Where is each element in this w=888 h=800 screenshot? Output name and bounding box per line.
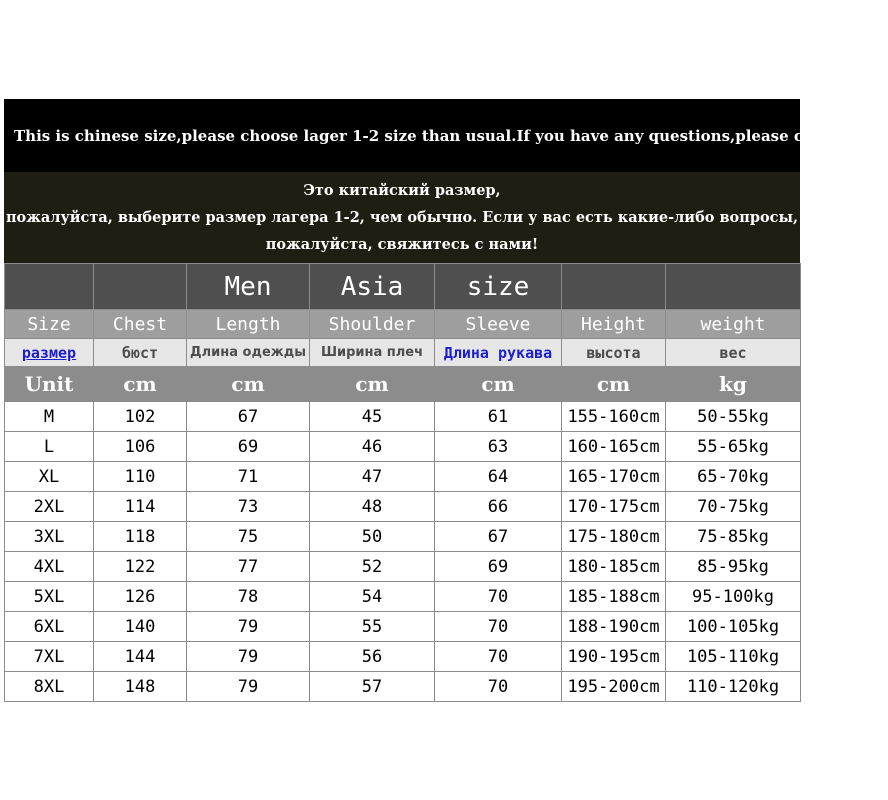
cell-sleeve: 69 (435, 552, 562, 582)
cell-length: 69 (187, 432, 310, 462)
cell-length: 71 (187, 462, 310, 492)
cell-length: 79 (187, 672, 310, 702)
cell-weight: 65-70kg (666, 462, 801, 492)
cell-shoulder: 56 (310, 642, 435, 672)
cell-shoulder: 54 (310, 582, 435, 612)
cell-weight: 95-100kg (666, 582, 801, 612)
cell-shoulder: 45 (310, 402, 435, 432)
unit-label: Unit (5, 367, 94, 402)
cell-height: 190-195cm (562, 642, 666, 672)
cell-sleeve: 64 (435, 462, 562, 492)
english-notice-text: This is chinese size,please choose lager 1-2 size than usual.If you have any questions,please contact us! (14, 126, 888, 145)
table-row (5, 552, 801, 582)
cell-height: 160-165cm (562, 432, 666, 462)
table-row (5, 402, 801, 432)
header-size: Size (5, 310, 94, 339)
cell-length: 73 (187, 492, 310, 522)
header-ru-weight: вес (666, 339, 801, 367)
cell-shoulder: 48 (310, 492, 435, 522)
title-cell-empty (666, 264, 801, 310)
unit-row (5, 367, 801, 402)
cell-height: 155-160cm (562, 402, 666, 432)
cell-weight: 110-120kg (666, 672, 801, 702)
russian-notice-banner (4, 172, 800, 263)
table-row (5, 492, 801, 522)
cell-weight: 55-65kg (666, 432, 801, 462)
header-ru-shoulder: Ширина плеч (310, 339, 435, 367)
table-row (5, 522, 801, 552)
header-ru-size: размер (5, 339, 94, 367)
cell-length: 78 (187, 582, 310, 612)
unit-chest: cm (94, 367, 187, 402)
title-word-asia: Asia (310, 264, 435, 310)
cell-sleeve: 70 (435, 582, 562, 612)
cell-height: 195-200cm (562, 672, 666, 702)
unit-sleeve: cm (435, 367, 562, 402)
cell-weight: 100-105kg (666, 612, 801, 642)
cell-height: 185-188cm (562, 582, 666, 612)
cell-sleeve: 70 (435, 672, 562, 702)
cell-chest: 110 (94, 462, 187, 492)
header-row-russian (5, 339, 801, 367)
cell-length: 79 (187, 642, 310, 672)
header-sleeve: Sleeve (435, 310, 562, 339)
cell-shoulder: 55 (310, 612, 435, 642)
cell-chest: 140 (94, 612, 187, 642)
header-ru-chest: бюст (94, 339, 187, 367)
cell-chest: 118 (94, 522, 187, 552)
cell-sleeve: 61 (435, 402, 562, 432)
unit-weight: kg (666, 367, 801, 402)
table-row (5, 672, 801, 702)
header-weight: weight (666, 310, 801, 339)
cell-chest: 126 (94, 582, 187, 612)
table-row (5, 462, 801, 492)
cell-height: 170-175cm (562, 492, 666, 522)
cell-chest: 148 (94, 672, 187, 702)
table-row (5, 582, 801, 612)
russian-notice-line: пожалуйста, выберите размер лагера 1-2, чем обычно. Если у вас есть какие-либо вопросы, (5, 209, 799, 226)
cell-size: 3XL (5, 522, 94, 552)
cell-height: 165-170cm (562, 462, 666, 492)
unit-length: cm (187, 367, 310, 402)
cell-weight: 85-95kg (666, 552, 801, 582)
cell-height: 180-185cm (562, 552, 666, 582)
header-height: Height (562, 310, 666, 339)
cell-chest: 102 (94, 402, 187, 432)
unit-shoulder: cm (310, 367, 435, 402)
unit-height: cm (562, 367, 666, 402)
title-cell-empty (94, 264, 187, 310)
cell-height: 188-190cm (562, 612, 666, 642)
cell-length: 67 (187, 402, 310, 432)
english-notice-banner (4, 99, 888, 172)
cell-size: 2XL (5, 492, 94, 522)
cell-shoulder: 46 (310, 432, 435, 462)
table-row (5, 642, 801, 672)
cell-chest: 114 (94, 492, 187, 522)
header-ru-height: высота (562, 339, 666, 367)
table-row (5, 612, 801, 642)
title-cell-empty (562, 264, 666, 310)
cell-size: 6XL (5, 612, 94, 642)
header-chest: Chest (94, 310, 187, 339)
cell-size: L (5, 432, 94, 462)
cell-size: XL (5, 462, 94, 492)
cell-weight: 105-110kg (666, 642, 801, 672)
cell-size: 7XL (5, 642, 94, 672)
header-length: Length (187, 310, 310, 339)
cell-length: 79 (187, 612, 310, 642)
cell-sleeve: 67 (435, 522, 562, 552)
title-row (5, 264, 801, 310)
russian-notice-line: Это китайский размер, (303, 182, 501, 199)
cell-sleeve: 70 (435, 642, 562, 672)
header-ru-length: Длина одежды (187, 339, 310, 367)
cell-size: M (5, 402, 94, 432)
cell-shoulder: 57 (310, 672, 435, 702)
cell-length: 77 (187, 552, 310, 582)
cell-weight: 50-55kg (666, 402, 801, 432)
cell-shoulder: 50 (310, 522, 435, 552)
cell-shoulder: 52 (310, 552, 435, 582)
cell-size: 5XL (5, 582, 94, 612)
title-word-size: size (435, 264, 562, 310)
title-cell-empty (5, 264, 94, 310)
cell-chest: 122 (94, 552, 187, 582)
cell-weight: 75-85kg (666, 522, 801, 552)
cell-sleeve: 70 (435, 612, 562, 642)
table-row (5, 432, 801, 462)
size-chart-table (4, 263, 801, 702)
cell-chest: 106 (94, 432, 187, 462)
cell-length: 75 (187, 522, 310, 552)
cell-size: 4XL (5, 552, 94, 582)
title-word-men: Men (187, 264, 310, 310)
cell-chest: 144 (94, 642, 187, 672)
cell-height: 175-180cm (562, 522, 666, 552)
cell-weight: 70-75kg (666, 492, 801, 522)
header-ru-sleeve: Длина рукава (435, 339, 562, 367)
cell-sleeve: 66 (435, 492, 562, 522)
cell-size: 8XL (5, 672, 94, 702)
header-row-english (5, 310, 801, 339)
cell-shoulder: 47 (310, 462, 435, 492)
cell-sleeve: 63 (435, 432, 562, 462)
header-shoulder: Shoulder (310, 310, 435, 339)
russian-notice-line: пожалуйста, свяжитесь с нами! (265, 236, 539, 253)
